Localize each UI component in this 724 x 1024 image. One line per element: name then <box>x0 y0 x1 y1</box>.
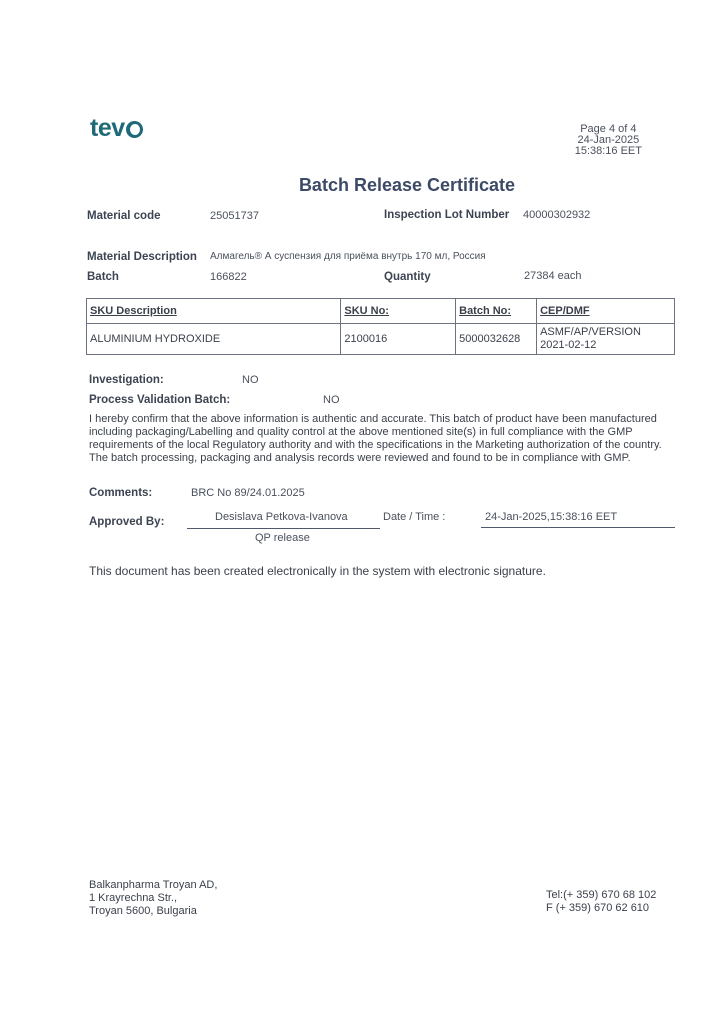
batch-number-cell: 5000032628 <box>456 324 537 355</box>
column-header: CEP/DMF <box>537 299 675 324</box>
inspection-lot-label: Inspection Lot Number <box>384 209 510 221</box>
cep-dmf-cell <box>537 324 675 355</box>
investigation-label: Investigation: <box>89 374 164 386</box>
comments-value: BRC No 89/24.01.2025 <box>191 487 305 499</box>
approval-datetime: 24-Jan-2025,15:38:16 EET <box>485 511 618 523</box>
quantity-label: Quantity <box>384 271 431 283</box>
compliance-statement: I hereby confirm that the above information is authentic and accurate. This batch of product have been manufactured including packaging/Labelling and quality control at the above mentioned site(s) in full compliance with the GMP requirements of the local Regulatory authority and with the specifications in the Marketing authorization of the country. The batch processing, packaging and analysis records were reviewed and found to be in compliance with GMP. <box>89 413 662 464</box>
approver-underline <box>187 528 380 529</box>
quantity-value: 27384 each <box>524 270 582 282</box>
cep-dmf-version: ASMF/AP/VERSION <box>540 326 641 338</box>
material-description-value: Алмагель® А суспензия для приёма внутрь 170 мл, Россия <box>210 251 486 262</box>
column-header: Batch No: <box>456 299 537 324</box>
print-time: 15:38:16 EET <box>574 145 642 157</box>
investigation-value: NO <box>242 374 259 386</box>
teva-logo: tev <box>90 114 143 143</box>
cep-dmf-date: 2021-02-12 <box>540 339 597 351</box>
material-description-label: Material Description <box>87 251 197 263</box>
company-contacts <box>546 889 656 915</box>
print-date: 24-Jan-2025 <box>577 134 640 146</box>
table-header-row <box>87 299 675 324</box>
material-code-value: 25051737 <box>210 210 259 222</box>
comments-label: Comments: <box>89 487 153 499</box>
material-code-label: Material code <box>87 210 161 222</box>
address-line: 1 Krayrechna Str., <box>89 892 178 904</box>
telephone: Tel:(+ 359) 670 68 102 <box>546 889 657 901</box>
date-time-label: Date / Time : <box>383 511 446 523</box>
inspection-lot-value: 40000302932 <box>523 209 591 221</box>
fax: F (+ 359) 670 62 610 <box>546 902 650 914</box>
column-header: SKU Description <box>87 299 341 324</box>
address-line: Balkanpharma Troyan AD, <box>89 879 218 891</box>
process-validation-label: Process Validation Batch: <box>89 394 231 406</box>
approver-name: Desislava Petkova-Ivanova <box>215 511 348 523</box>
process-validation-value: NO <box>323 394 340 406</box>
page-number: Page 4 of 4 <box>580 123 637 135</box>
address-line: Troyan 5600, Bulgaria <box>89 905 197 917</box>
column-header: SKU No: <box>341 299 456 324</box>
document-title: Batch Release Certificate <box>298 175 516 195</box>
logo-a-mark <box>126 121 143 138</box>
batch-value: 166822 <box>210 271 247 283</box>
batch-label: Batch <box>87 271 119 283</box>
datetime-underline <box>481 527 675 528</box>
sku-description-cell: ALUMINIUM HYDROXIDE <box>87 324 341 355</box>
table-row <box>87 324 675 355</box>
company-address <box>89 879 217 918</box>
page-info <box>575 124 642 157</box>
approved-by-label: Approved By: <box>89 516 165 528</box>
approver-role: QP release <box>255 532 310 544</box>
sku-number-cell: 2100016 <box>341 324 456 355</box>
electronic-signature-note: This document has been created electronically in the system with electronic signature. <box>89 564 546 578</box>
sku-table <box>86 298 675 355</box>
